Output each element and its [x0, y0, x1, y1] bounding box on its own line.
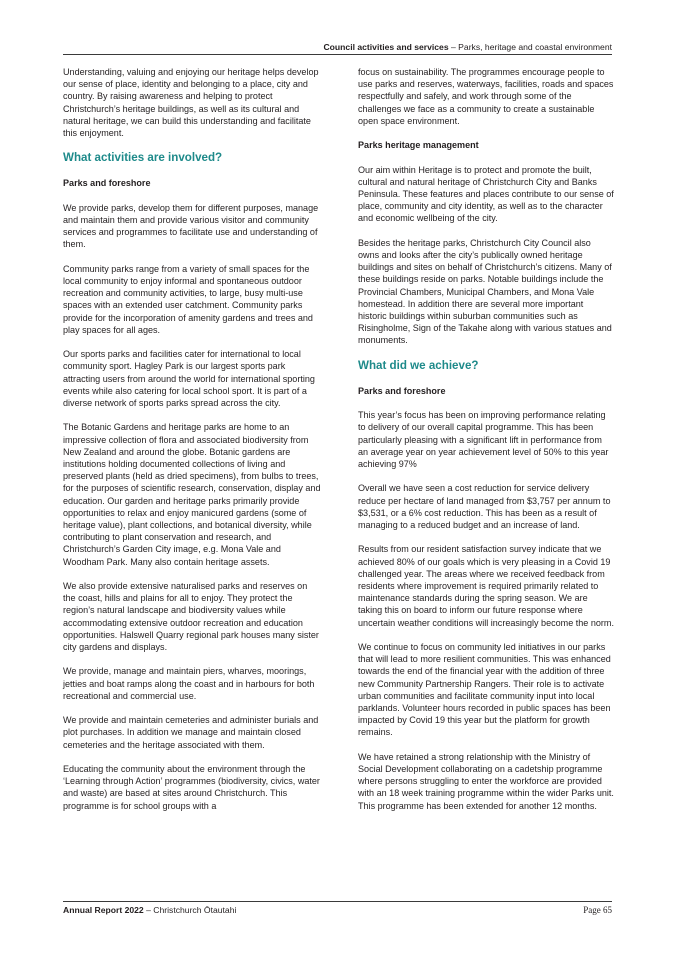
- paragraph: The Botanic Gardens and heritage parks are home to an impressive collection of flora and associated biodiversity from New Zealand and around the globe. Botanic gardens are institutions holding documented collections of living and preserved plants (held as dried specimens), from bulbs to trees, for the purposes of scientific research, conservation, display and education. Our garden and heritage parks primarily provide opportunities to relax and enjoy manicured gardens (some of heritage value), plant collections, and botanical diversity, while contributing to plant conservation and research, and Christchurch’s Garden City image, e.g. Mona Vale and Woodham Park. Many also contain heritage assets.: [63, 422, 321, 567]
- section-heading-achievements: What did we achieve?: [358, 358, 479, 372]
- footer-report-title: Annual Report 2022: [63, 905, 144, 915]
- header-subsection: – Parks, heritage and coastal environment: [448, 42, 612, 52]
- subheading-parks-foreshore: Parks and foreshore: [63, 178, 151, 189]
- paragraph: Educating the community about the environment through the ‘Learning through Action’ programmes (biodiversity, civics, water and waste) are based at sites around Christchurch. This programme is for school groups with a: [63, 764, 320, 811]
- section-heading-activities: What activities are involved?: [63, 151, 223, 165]
- header-section: Council activities and services: [323, 42, 449, 52]
- paragraph: Results from our resident satisfaction survey indicate that we achieved 80% of our goals which is very pleasing in a Covid 19 challenged year. The areas where we received feedback from residents where improvement is required primarily related to maintenance standards during the spring season. We are taking this on board to inform our future response where uncertain weather conditions will increasingly become the norm.: [358, 544, 614, 628]
- paragraph: Our sports parks and facilities cater for international to local community sport. Hagley Park is our largest sports park attracting users from around the world for international sporting events while also catering for local school sport. It is part of a diverse network of sports parks spread across the city.: [63, 349, 315, 409]
- subheading-parks-foreshore: Parks and foreshore: [358, 385, 446, 396]
- paragraph: We have retained a strong relationship with the Ministry of Social Development collaborating on a cadetship programme where persons struggling to enter the workforce are provided with an 18 week training programme within the wider Parks unit. This programme has been extended for another 12 months.: [358, 751, 614, 811]
- intro-paragraph: Understanding, valuing and enjoying our heritage helps develop our sense of place, identity and belonging to a place, city and country. By raising awareness and helping to protect Christchurch’s heritage buildings, as well as its cultural and natural heritage, we can build this understanding and facilitate this enjoyment.: [63, 67, 319, 139]
- left-column: [63, 66, 322, 824]
- paragraph: Overall we have seen a cost reduction for service delivery reduce per hectare of land managed from $3,757 per annum to $3,531, or a 6% cost reduction. This has been as a result of managing to a reduced budget and an increase of land.: [358, 483, 611, 531]
- paragraph: We also provide extensive naturalised parks and reserves on the coast, hills and plains for all to enjoy. They protect the region’s natural landscape and biodiversity values while accommodating extensive outdoor recreation and education opportunities. Halswell Quarry regional park houses many sister city gardens and displays.: [63, 581, 319, 653]
- paragraph: We provide and maintain cemeteries and administer burials and plot purchases. In addition we manage and maintain closed cemeteries and the heritage associated with them.: [63, 715, 319, 750]
- running-header: [63, 42, 612, 53]
- paragraph: This year’s focus has been on improving performance relating to delivery of our overall capital programme. This has been particularly pleasing with a significant lift in performance from an average year on year achievement level of 50% to this year achieving 97%: [358, 410, 609, 470]
- running-footer: [63, 905, 612, 916]
- paragraph: Community parks range from a variety of small spaces for the local community to enjoy informal and spontaneous outdoor recreation and community activities, to large, busy multi-use spaces with an extended user catchment. Community parks provide for the incorporation of amenity gardens and trees and play spaces for all ages.: [63, 263, 313, 335]
- paragraph: Our aim within Heritage is to protect and promote the built, cultural and natural heritage of Christchurch City and Banks Peninsula. These features and places contribute to our sense of place, community and city identity, as well as to the character and economic wellbeing of the city.: [358, 164, 614, 224]
- footer-organisation: – Christchurch Ōtautahi: [143, 905, 237, 915]
- paragraph: We provide, manage and maintain piers, wharves, moorings, jetties and boat ramps along the coast and in harbours for both recreational and commercial use.: [63, 666, 315, 701]
- subheading-heritage-management: Parks heritage management: [358, 140, 479, 151]
- page-number: Page 65: [583, 905, 612, 915]
- header-rule: [63, 54, 612, 55]
- paragraph: focus on sustainability. The programmes encourage people to use parks and reserves, waterways, facilities, roads and spaces respectfully and safely, and work through some of the challenges we face as a community to create a sustainable open space environment.: [358, 67, 614, 126]
- paragraph: We continue to focus on community led initiatives in our parks that will lead to more resilient communities. This was enhanced towards the end of the financial year with the addition of three new Community Partnership Rangers. Their role is to activate urban communities and facilitate community input into local parklands. Volunteer hours recorded in public spaces has been impacted by Covid 19 this year but the platform for growth remains.: [358, 642, 611, 738]
- paragraph: Besides the heritage parks, Christchurch City Council also owns and looks after the city’s publically owned heritage buildings and sites on behalf of Christchurch’s citizens. Many of these buildings reside on parks. Notable buildings include the Provincial Chambers, Municipal Chambers, and Mona Vale homestead. In addition there are several more important historic buildings within suburban communities such as Risingholme, Sign of the Takahe along with various statues and monuments.: [358, 237, 612, 346]
- paragraph: We provide parks, develop them for different purposes, manage and maintain them and provide various visitor and community services and programmes to facilitate use and understanding of them.: [63, 202, 319, 250]
- right-column: [358, 66, 614, 824]
- footer-rule: [63, 901, 612, 902]
